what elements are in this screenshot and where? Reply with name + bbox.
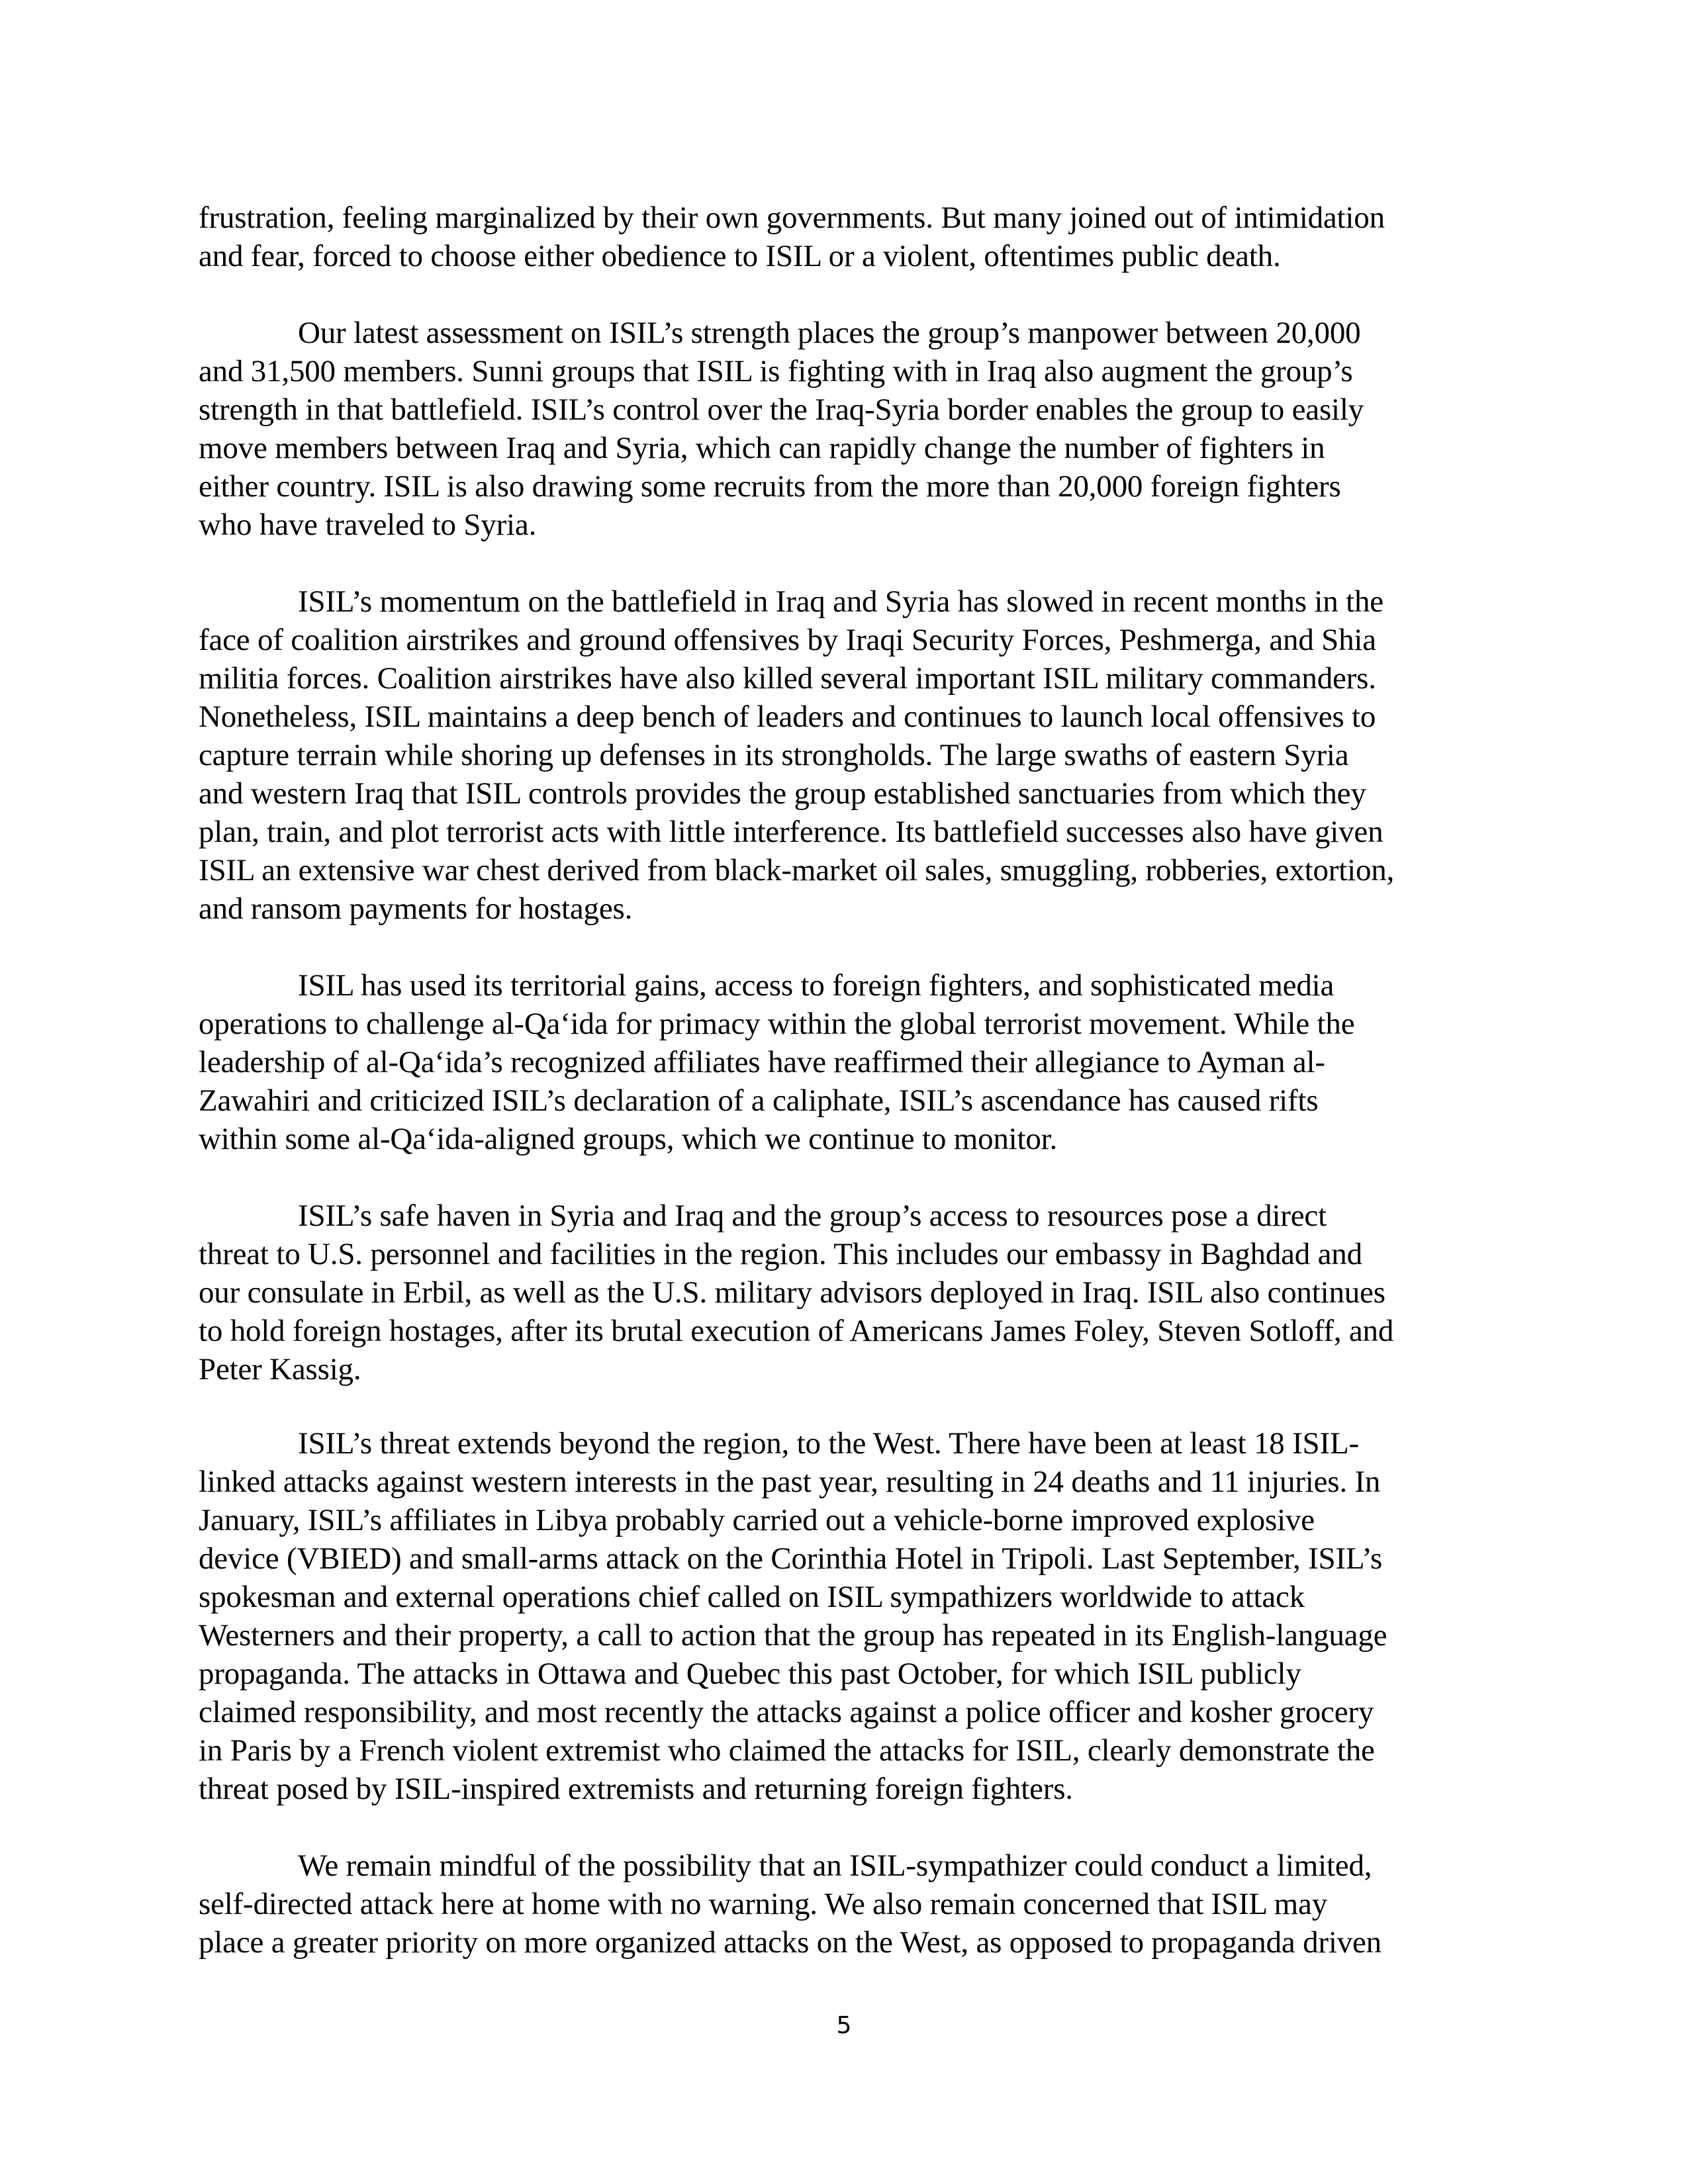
text-line: Zawahiri and criticized ISIL’s declaration of a caliphate, ISIL’s ascendance has caused rifts — [199, 1083, 1319, 1118]
text-line: who have traveled to Syria. — [199, 508, 537, 542]
text-line: ISIL an extensive war chest derived from black-market oil sales, smuggling, robberies, extortion, — [199, 853, 1395, 887]
text-line: threat to U.S. personnel and facilities in the region. This includes our embassy in Baghdad and — [199, 1237, 1362, 1271]
text-line: self-directed attack here at home with no warning. We also remain concerned that ISIL may — [199, 1887, 1327, 1921]
text-line: Our latest assessment on ISIL’s strength places the group’s manpower between 20,000 — [298, 316, 1361, 350]
text-line: Nonetheless, ISIL maintains a deep bench of leaders and continues to launch local offensives to — [199, 700, 1376, 734]
paragraph-5 — [199, 1197, 1496, 1388]
text-line: linked attacks against western interests in the past year, resulting in 24 deaths and 11 injuries. In — [199, 1465, 1381, 1499]
text-line: ISIL has used its territorial gains, access to foreign fighters, and sophisticated media — [298, 968, 1335, 1003]
text-line: ISIL’s threat extends beyond the region, to the West. There have been at least 18 ISIL- — [298, 1426, 1359, 1461]
text-line: ISIL’s momentum on the battlefield in Iraq and Syria has slowed in recent months in the — [298, 584, 1383, 619]
text-line: our consulate in Erbil, as well as the U.S. military advisors deployed in Iraq. ISIL also continues — [199, 1275, 1385, 1310]
paragraph-7 — [199, 1846, 1496, 1962]
text-line: plan, train, and plot terrorist acts with little interference. Its battlefield successes also have given — [199, 815, 1383, 849]
text-line: place a greater priority on more organized attacks on the West, as opposed to propaganda driven — [199, 1925, 1382, 1960]
text-line: threat posed by ISIL-inspired extremists and returning foreign fighters. — [199, 1772, 1073, 1806]
text-line: Westerners and their property, a call to action that the group has repeated in its English-language — [199, 1618, 1387, 1653]
text-line: face of coalition airstrikes and ground offensives by Iraqi Security Forces, Peshmerga, and Shia — [199, 623, 1376, 657]
text-line: frustration, feeling marginalized by their own governments. But many joined out of intimidation — [199, 201, 1385, 235]
text-line: We remain mindful of the possibility that an ISIL-sympathizer could conduct a limited, — [298, 1848, 1372, 1883]
paragraph-4 — [199, 966, 1496, 1158]
text-line: move members between Iraq and Syria, which can rapidly change the number of fighters in — [199, 431, 1325, 465]
text-line: capture terrain while shoring up defenses in its strongholds. The large swaths of eastern Syria — [199, 738, 1349, 772]
text-line: Peter Kassig. — [199, 1352, 361, 1387]
text-line: operations to challenge al-Qa‘ida for primacy within the global terrorist movement. While the — [199, 1007, 1355, 1041]
text-line: ISIL’s safe haven in Syria and Iraq and the group’s access to resources pose a direct — [298, 1199, 1327, 1233]
page-number: 5 — [836, 2012, 852, 2039]
text-line: and 31,500 members. Sunni groups that ISIL is fighting with in Iraq also augment the group’s — [199, 354, 1353, 388]
text-line: and fear, forced to choose either obedience to ISIL or a violent, oftentimes public death. — [199, 239, 1281, 273]
text-line: device (VBIED) and small-arms attack on the Corinthia Hotel in Tripoli. Last September, ISIL’s — [199, 1541, 1383, 1576]
paragraph-3 — [199, 582, 1496, 928]
paragraph-6 — [199, 1424, 1496, 1808]
text-line: either country. ISIL is also drawing some recruits from the more than 20,000 foreign fighters — [199, 469, 1341, 504]
text-line: militia forces. Coalition airstrikes have also killed several important ISIL military commanders. — [199, 661, 1376, 696]
text-line: claimed responsibility, and most recently the attacks against a police officer and kosher grocery — [199, 1695, 1374, 1729]
text-line: spokesman and external operations chief called on ISIL sympathizers worldwide to attack — [199, 1580, 1305, 1614]
text-line: propaganda. The attacks in Ottawa and Quebec this past October, for which ISIL publicly — [199, 1657, 1301, 1691]
paragraph-2 — [199, 314, 1496, 544]
text-line: strength in that battlefield. ISIL’s control over the Iraq-Syria border enables the group to easily — [199, 392, 1364, 427]
text-line: in Paris by a French violent extremist who claimed the attacks for ISIL, clearly demonstrate the — [199, 1733, 1375, 1768]
text-line: leadership of al-Qa‘ida’s recognized affiliates have reaffirmed their allegiance to Ayman al- — [199, 1045, 1325, 1079]
text-line: and ransom payments for hostages. — [199, 891, 633, 926]
text-line: January, ISIL’s affiliates in Libya probably carried out a vehicle-borne improved explosive — [199, 1503, 1315, 1537]
text-line: and western Iraq that ISIL controls provides the group established sanctuaries from which they — [199, 776, 1366, 811]
paragraph-1 — [199, 199, 1496, 275]
text-line: within some al-Qa‘ida-aligned groups, which we continue to monitor. — [199, 1122, 1058, 1156]
text-line: to hold foreign hostages, after its brutal execution of Americans James Foley, Steven Sotloff, and — [199, 1314, 1394, 1348]
